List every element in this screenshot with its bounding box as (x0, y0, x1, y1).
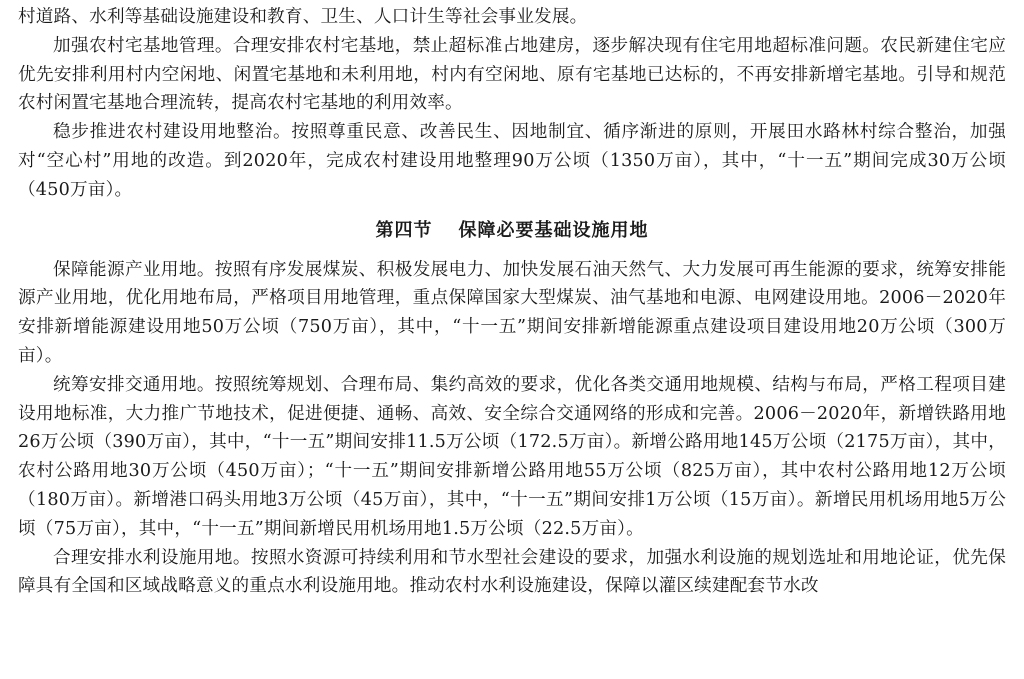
paragraph-water-facility-land: 合理安排水利设施用地。按照水资源可持续利用和节水型社会建设的要求，加强水利设施的规划选址和用地论证，优先保障具有全国和区域战略意义的重点水利设施用地。推动农村水利设施建设，保障以灌区续建配套节水改 (18, 547, 1006, 597)
paragraph-transport-land: 统筹安排交通用地。按照统筹规划、合理布局、集约高效的要求，优化各类交通用地规模、结构与布局，严格工程项目建设用地标准，大力推广节地技术，促进便捷、通畅、高效、安全综合交通网络的形成和完善。2006－2020年，新增铁路用地26万公顷（390万亩），其中，“十一五”期间安排11.5万公顷（172.5万亩）。新增公路用地145万公顷（2175万亩），其中，农村公路用地30万公顷（450万亩）；“十一五”期间安排新增公路用地55万公顷（825万亩），其中农村公路用地12万公顷（180万亩）。新增港口码头用地3万公顷（45万亩），其中，“十一五”期间安排1万公顷（15万亩）。新增民用机场用地5万公顷（75万亩），其中，“十一五”期间新增民用机场用地1.5万公顷（22.5万亩）。 (18, 374, 1006, 539)
document-page (18, 0, 1006, 601)
section-title: 保障必要基础设施用地 (458, 219, 649, 241)
paragraph-rural-land-rectification: 稳步推进农村建设用地整治。按照尊重民意、改善民生、因地制宜、循序渐进的原则，开展田水路林村综合整治，加强对“空心村”用地的改造。到2020年，完成农村建设用地整理90万公顷（1350万亩），其中，“十一五”期间完成30万公顷（450万亩）。 (18, 122, 1006, 200)
paragraph-homestead-management: 加强农村宅基地管理。合理安排农村宅基地，禁止超标准占地建房，逐步解决现有住宅用地超标准问题。农民新建住宅应优先安排利用村内空闲地、闲置宅基地和未利用地，村内有空闲地、原有宅基地已达标的，不再安排新增宅基地。引导和规范农村闲置宅基地合理流转，提高农村宅基地的利用效率。 (18, 35, 1006, 114)
section-heading (18, 217, 1006, 245)
section-number: 第四节 (375, 219, 433, 241)
paragraph-continued: 村道路、水利等基础设施建设和教育、卫生、人口计生等社会事业发展。 (18, 7, 588, 27)
paragraph-energy-land: 保障能源产业用地。按照有序发展煤炭、积极发展电力、加快发展石油天然气、大力发展可再生能源的要求，统筹安排能源产业用地，优化用地布局，严格项目用地管理，重点保障国家大型煤炭、油气基地和电源、电网建设用地。2006－2020年安排新增能源建设用地50万公顷（750万亩），其中，“十一五”期间安排新增能源重点建设项目建设用地20万公顷（300万亩）。 (18, 259, 1006, 366)
